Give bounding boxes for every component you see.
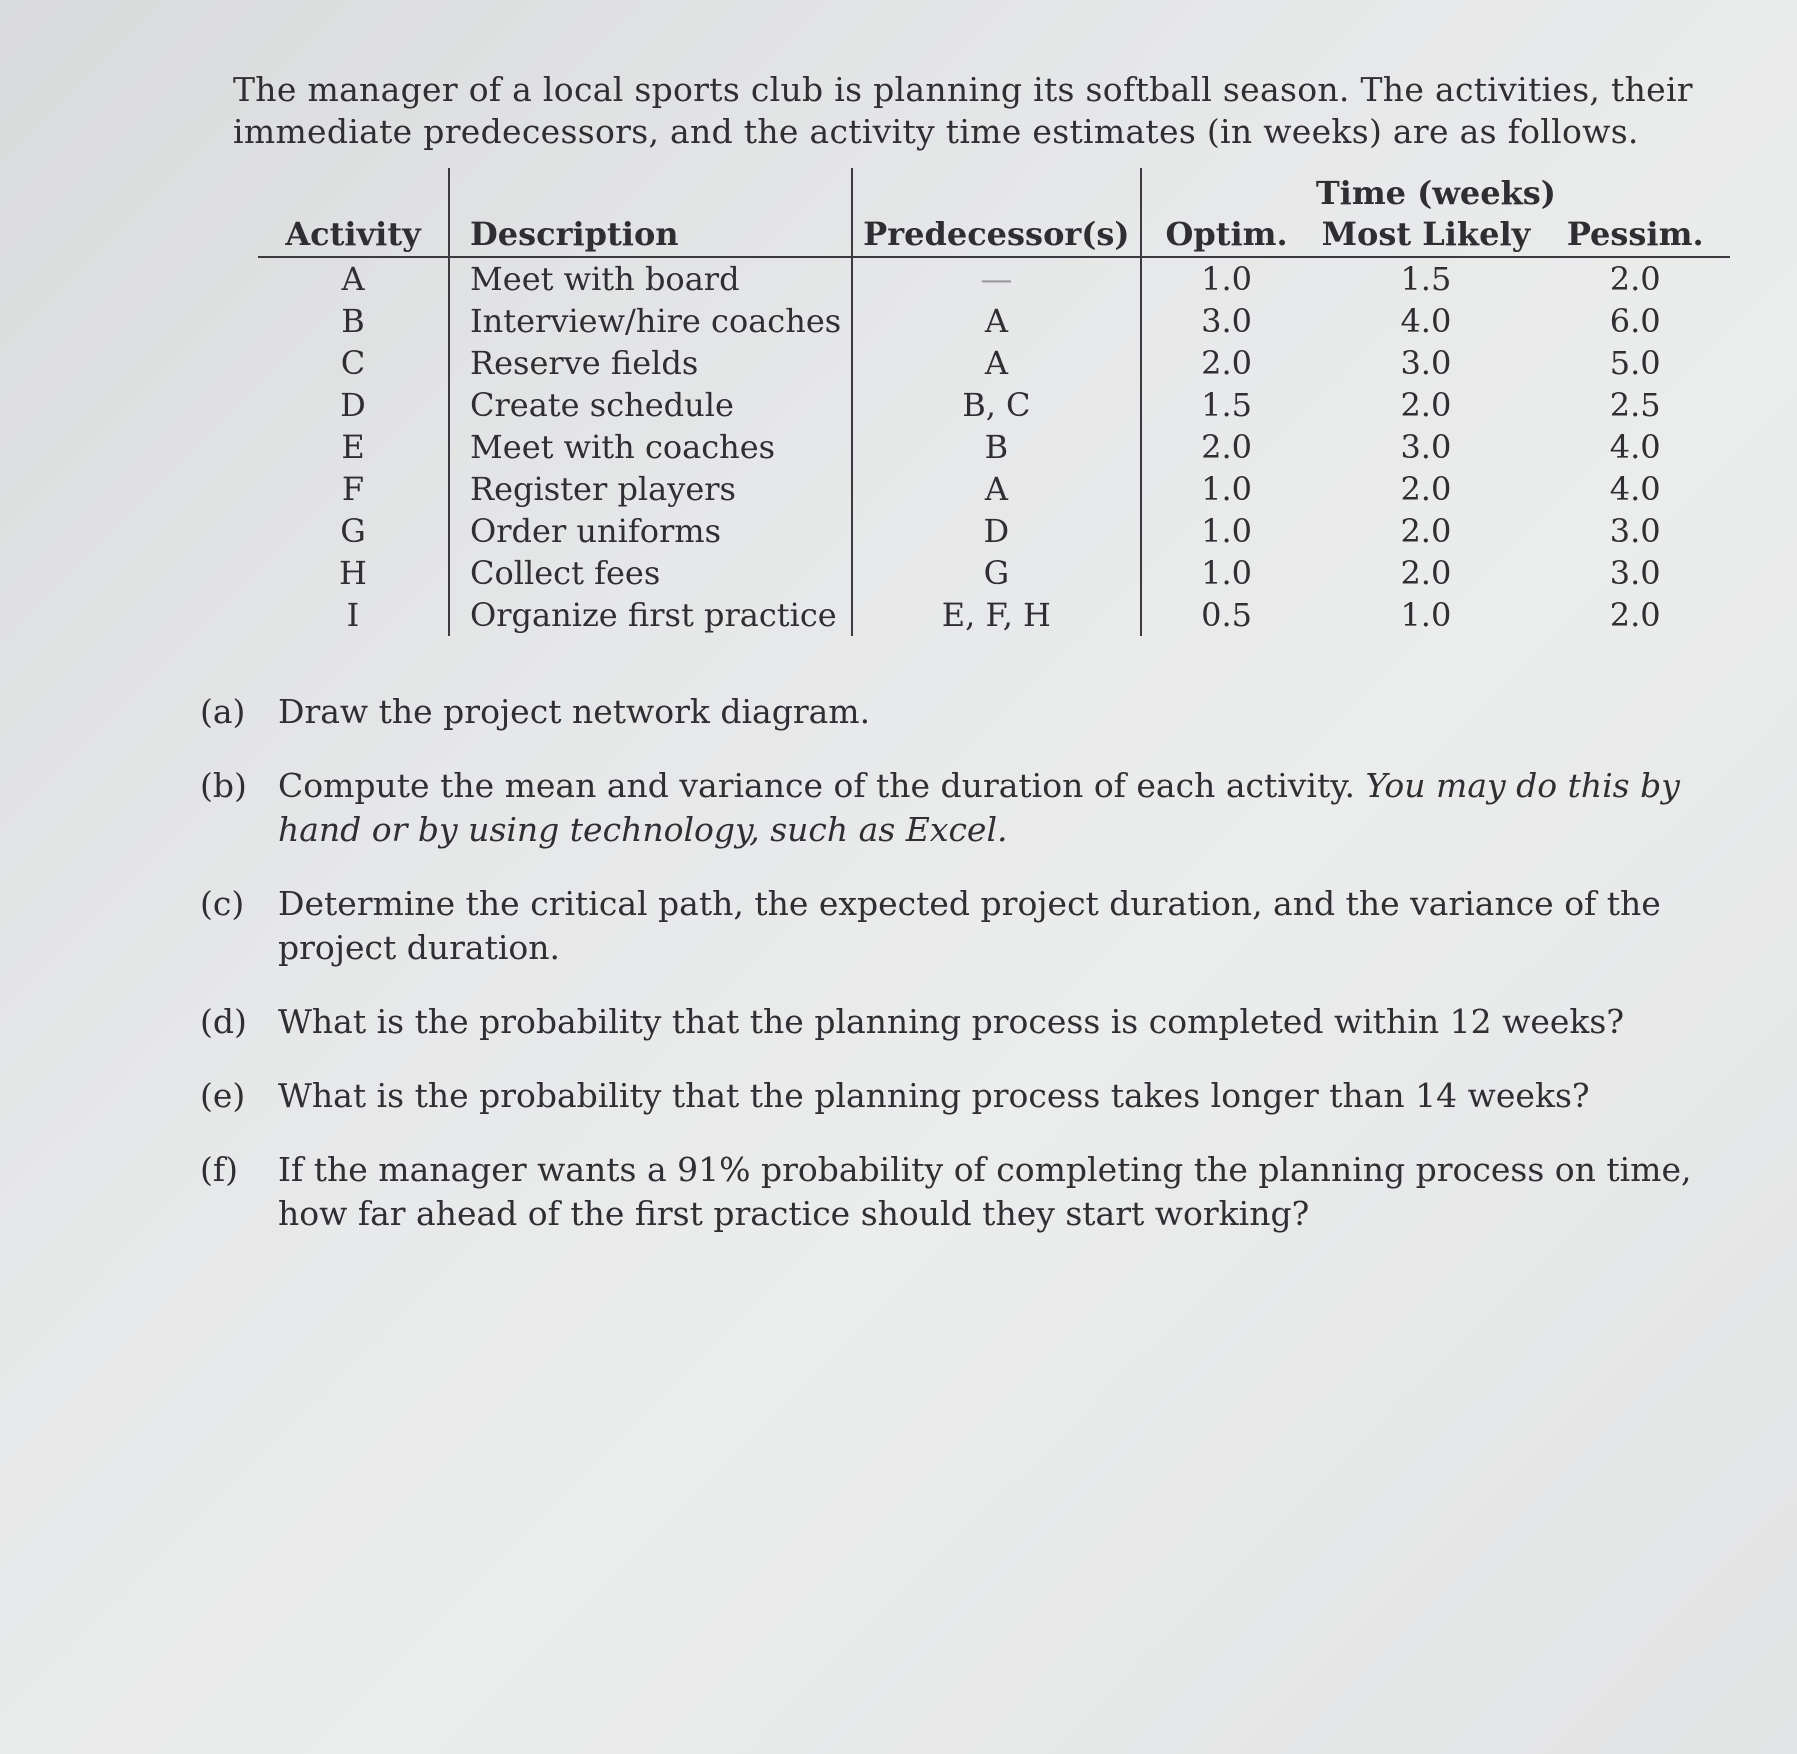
- cell-predecessors: G: [852, 552, 1140, 594]
- question-text: What is the probability that the planning process is completed within 12 weeks?: [278, 1002, 1625, 1041]
- header-pessim: Pessim.: [1540, 212, 1730, 257]
- intro-paragraph: The manager of a local sports club is planning its softball season. The activities, their immediate predecessors, and the activity time estimates (in weeks) are as follows.: [233, 70, 1693, 151]
- cell-description: Meet with board: [449, 257, 852, 300]
- cell-pessim: 3.0: [1609, 554, 1661, 592]
- cell-most-likely: 1.5: [1400, 260, 1452, 298]
- cell-most-likely: 2.0: [1400, 512, 1452, 550]
- cell-predecessors: B: [852, 426, 1140, 468]
- question-e: [200, 1074, 1770, 1118]
- cell-optim: 1.0: [1141, 552, 1312, 594]
- cell-predecessors: B, C: [852, 384, 1140, 426]
- cell-optim: 2.0: [1141, 426, 1312, 468]
- cell-most-likely: 3.0: [1400, 344, 1452, 382]
- cell-optim: 3.0: [1141, 300, 1312, 342]
- question-label: (e): [200, 1076, 246, 1115]
- question-d: [200, 1000, 1770, 1044]
- question-text: Compute the mean and variance of the duration of each activity.: [278, 766, 1355, 805]
- cell-pessim: 5.0: [1609, 344, 1661, 382]
- time-group-header: Time (weeks): [1141, 168, 1731, 212]
- table-row: [258, 384, 1730, 426]
- cell-activity: C: [340, 344, 366, 382]
- table-header-row: [258, 212, 1730, 257]
- question-note: You may do this by hand or by using technology, such as Excel.: [278, 766, 1680, 849]
- cell-pessim: 6.0: [1609, 302, 1661, 340]
- cell-optim: 1.0: [1141, 257, 1312, 300]
- cell-description: Interview/hire coaches: [449, 300, 852, 342]
- cell-description: Create schedule: [449, 384, 852, 426]
- header-most-likely: Most Likely: [1312, 212, 1541, 257]
- cell-pessim: 4.0: [1609, 428, 1661, 466]
- cell-optim: 1.0: [1141, 510, 1312, 552]
- cell-activity: I: [346, 596, 360, 634]
- question-text: Determine the critical path, the expected project duration, and the variance of the project duration.: [278, 884, 1661, 967]
- cell-most-likely: 3.0: [1400, 428, 1452, 466]
- header-description: Description: [449, 212, 852, 257]
- question-label: (f): [200, 1150, 238, 1189]
- question-text: If the manager wants a 91% probability of completing the planning process on time, how far ahead of the first practice should they start working?: [278, 1150, 1692, 1233]
- cell-most-likely: 2.0: [1400, 386, 1452, 424]
- cell-description: Collect fees: [449, 552, 852, 594]
- cell-most-likely: 1.0: [1400, 596, 1452, 634]
- question-f: [200, 1148, 1770, 1236]
- table-row: [258, 257, 1730, 300]
- cell-pessim: 2.0: [1609, 260, 1661, 298]
- table-row: [258, 552, 1730, 594]
- cell-predecessors: A: [852, 342, 1140, 384]
- table-row: [258, 594, 1730, 636]
- cell-activity: F: [341, 470, 365, 508]
- table-row: [258, 300, 1730, 342]
- cell-optim: 0.5: [1141, 594, 1312, 636]
- cell-activity: E: [341, 428, 365, 466]
- cell-activity: B: [341, 302, 365, 340]
- cell-most-likely: 4.0: [1400, 302, 1452, 340]
- cell-predecessors: A: [852, 300, 1140, 342]
- table-row: [258, 342, 1730, 384]
- cell-pessim: 3.0: [1609, 512, 1661, 550]
- cell-pessim: 4.0: [1609, 470, 1661, 508]
- table-row: [258, 468, 1730, 510]
- activity-table: [258, 168, 1730, 636]
- questions-list: [200, 690, 1770, 1266]
- cell-pessim: 2.0: [1609, 596, 1661, 634]
- cell-most-likely: 2.0: [1400, 554, 1452, 592]
- header-activity: Activity: [258, 212, 449, 257]
- cell-description: Order uniforms: [449, 510, 852, 552]
- table-row: [258, 426, 1730, 468]
- cell-predecessors: —: [852, 257, 1140, 300]
- cell-description: Reserve fields: [449, 342, 852, 384]
- header-optim: Optim.: [1141, 212, 1312, 257]
- header-predecessors: Predecessor(s): [852, 212, 1140, 257]
- cell-description: Register players: [449, 468, 852, 510]
- question-label: (a): [200, 692, 246, 731]
- question-text: What is the probability that the planning process takes longer than 14 weeks?: [278, 1076, 1590, 1115]
- cell-predecessors: E, F, H: [852, 594, 1140, 636]
- cell-most-likely: 2.0: [1400, 470, 1452, 508]
- cell-pessim: 2.5: [1609, 386, 1661, 424]
- table-group-header-row: [258, 168, 1730, 212]
- question-a: [200, 690, 1770, 734]
- table-row: [258, 510, 1730, 552]
- cell-description: Meet with coaches: [449, 426, 852, 468]
- cell-activity: A: [341, 260, 365, 298]
- question-b: [200, 764, 1770, 852]
- question-label: (b): [200, 766, 247, 805]
- cell-predecessors: A: [852, 468, 1140, 510]
- question-label: (c): [200, 884, 245, 923]
- cell-description: Organize first practice: [449, 594, 852, 636]
- cell-optim: 1.5: [1141, 384, 1312, 426]
- cell-predecessors: D: [852, 510, 1140, 552]
- cell-activity: H: [339, 554, 367, 592]
- question-c: [200, 882, 1770, 970]
- cell-optim: 1.0: [1141, 468, 1312, 510]
- cell-activity: G: [340, 512, 366, 550]
- question-text: Draw the project network diagram.: [278, 692, 871, 731]
- cell-optim: 2.0: [1141, 342, 1312, 384]
- cell-activity: D: [340, 386, 366, 424]
- question-label: (d): [200, 1002, 247, 1041]
